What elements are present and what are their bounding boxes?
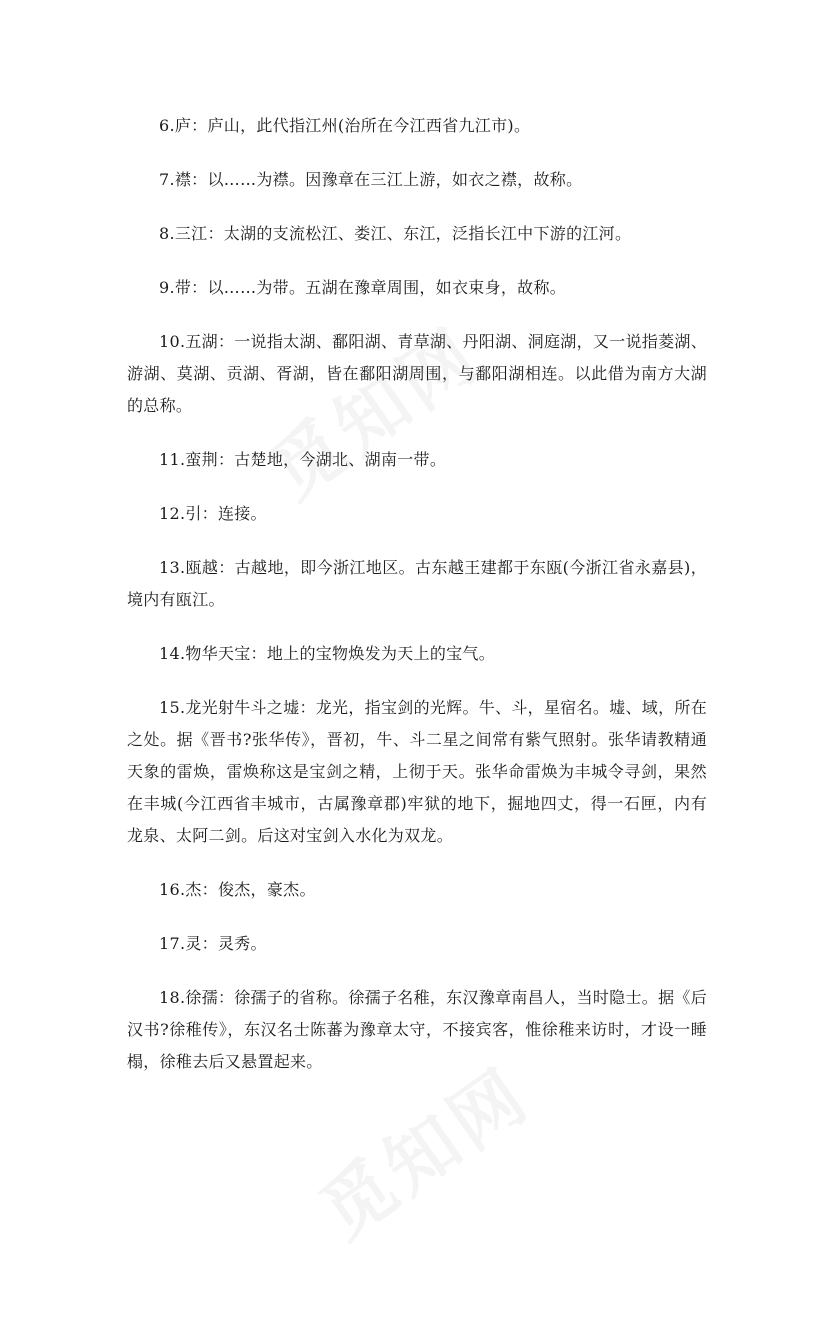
note-10: 10.五湖：一说指太湖、鄱阳湖、青草湖、丹阳湖、洞庭湖，又一说指菱湖、游湖、莫湖、贡湖、胥湖，皆在鄱阳湖周围，与鄱阳湖相连。以此借为南方大湖的总称。 bbox=[127, 332, 707, 415]
note-18: 18.徐孺：徐孺子的省称。徐孺子名稚，东汉豫章南昌人，当时隐士。据《后汉书?徐稚传》，东汉名士陈蕃为豫章太守，不接宾客，惟徐稚来访时，才设一睡榻，徐稚去后又悬置起来。 bbox=[127, 988, 707, 1071]
note-6: 6.庐：庐山，此代指江州(治所在今江西省九江市)。 bbox=[159, 116, 531, 135]
note-11: 11.蛮荆：古楚地，今湖北、湖南一带。 bbox=[159, 450, 447, 469]
note-12: 12.引：连接。 bbox=[159, 504, 267, 523]
note-8: 8.三江：太湖的支流松江、娄江、东江，泛指长江中下游的江河。 bbox=[159, 224, 632, 243]
note-7: 7.襟：以……为襟。因豫章在三江上游，如衣之襟，故称。 bbox=[159, 170, 583, 189]
note-9: 9.带：以……为带。五湖在豫章周围，如衣束身，故称。 bbox=[159, 278, 567, 297]
note-14: 14.物华天宝：地上的宝物焕发为天上的宝气。 bbox=[159, 644, 496, 663]
note-17: 17.灵：灵秀。 bbox=[159, 934, 267, 953]
annotation-list bbox=[127, 110, 707, 1100]
note-15: 15.龙光射牛斗之墟：龙光，指宝剑的光辉。牛、斗，星宿名。墟、域，所在之处。据《晋书?张华传》，晋初，牛、斗二星之间常有紫气照射。张华请教精通天象的雷焕，雷焕称这是宝剑之精，上彻于天。张华命雷焕为丰城令寻剑，果然在丰城(今江西省丰城市，古属豫章郡)牢狱的地下，掘地四丈，得一石匣，内有龙泉、太阿二剑。后这对宝剑入水化为双龙。 bbox=[127, 698, 707, 845]
note-16: 16.杰：俊杰，豪杰。 bbox=[159, 880, 316, 899]
note-13: 13.瓯越：古越地，即今浙江地区。古东越王建都于东瓯(今浙江省永嘉县)，境内有瓯江。 bbox=[127, 558, 707, 609]
